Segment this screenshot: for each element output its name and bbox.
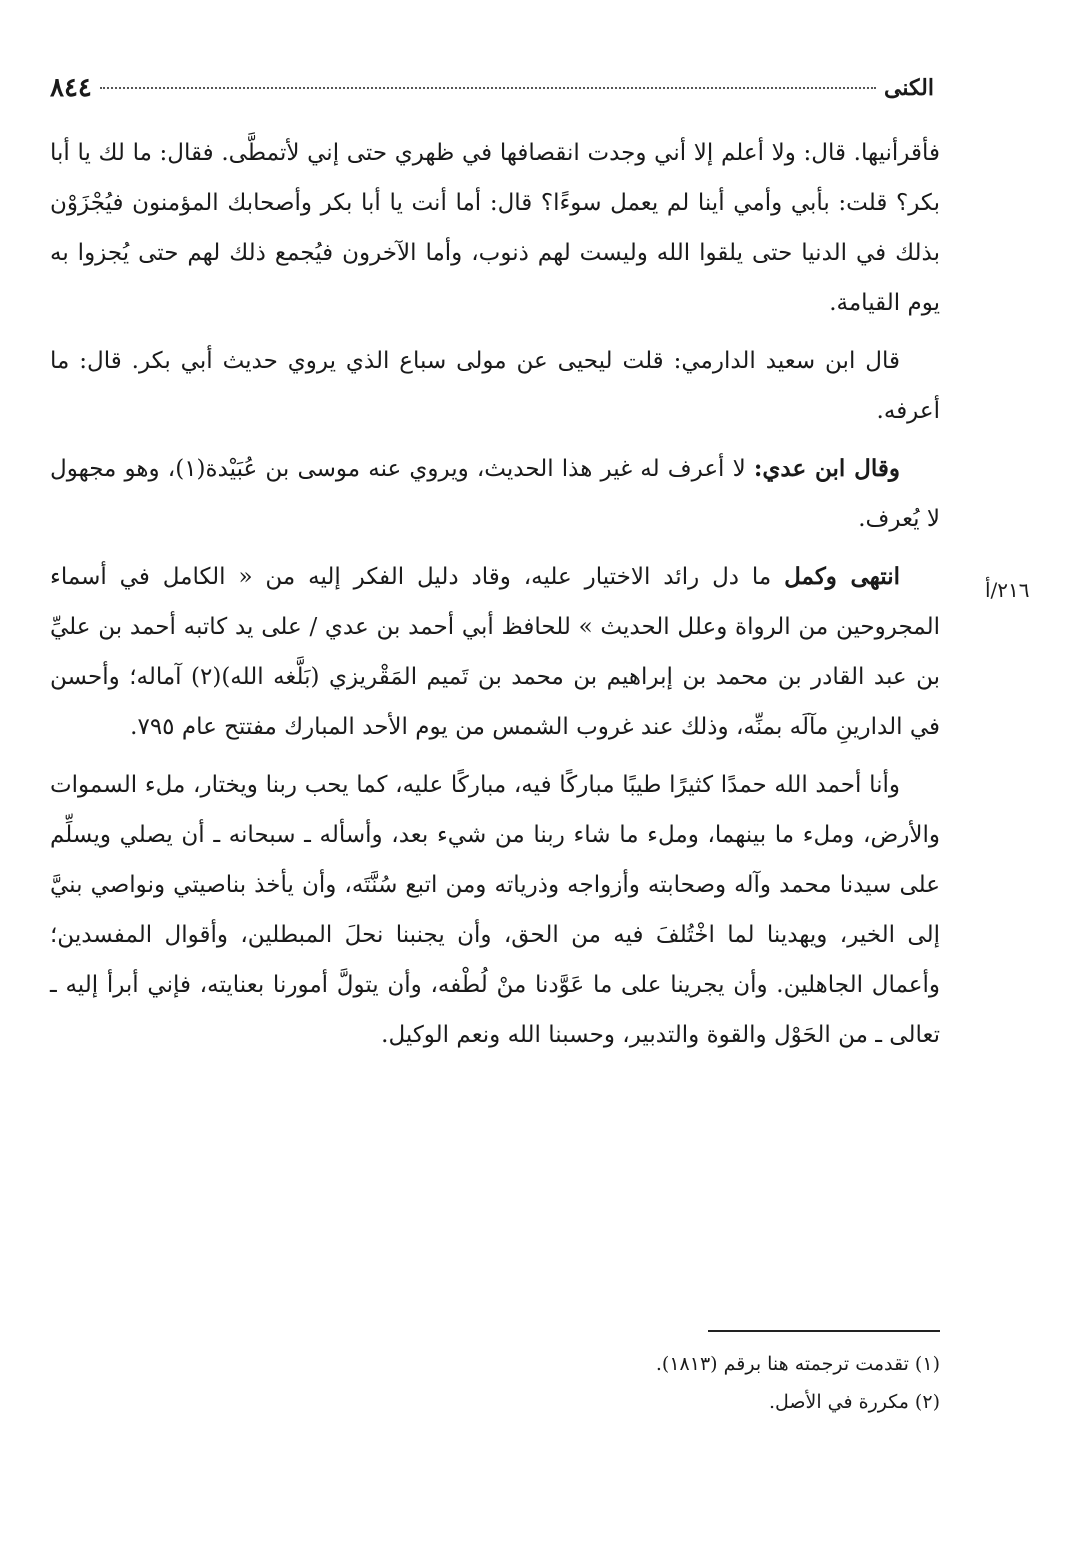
footnote: (١) تقدمت ترجمته هنا برقم (١٨١٣). xyxy=(655,1353,940,1375)
footnote-separator xyxy=(708,1330,940,1332)
page-number: ٨٤٤ xyxy=(50,73,92,103)
paragraph-lead: انتهى وكمل xyxy=(784,563,900,590)
paragraph-text: ما دل رائد الاختيار عليه، وقاد دليل الفكر إليه من « الكامل في أسماء المجروحين من الرواة وعلل الحديث » للحافظ أبي أحمد بن عدي / على يد كاتبه أحمد بن عليِّ بن عبد القادر بن محمد بن إبراهيم بن محمد بن تَميم المَقْريزي (بَلَّغه الله)(٢) آماله؛ وأحسن في الدارينِ مآلَه بمنِّه، وذلك عند غروب الشمس من يوم الأحد المبارك مفتتح عام ٧٩٥. xyxy=(50,564,940,740)
running-title: الكنى xyxy=(884,75,934,101)
paragraph-text: وأنا أحمد الله حمدًا كثيرًا طيبًا مباركًا فيه، مباركًا عليه، كما يحب ربنا ويختار، ملء السموات والأرض، وملء ما بينهما، وملء ما شاء ربنا من شيء بعد، وأسأله ـ سبحانه ـ أن يصلي ويسلِّم على سيدنا محمد وآله وصحابته وأزواجه وذرياته ومن اتبع سُنَّتَه، وأن يأخذ بناصيتي ونواصي بنيَّ إلى الخير، ويهدينا لما اخْتُلفَ فيه من الحق، وأن يجنبنا نحلَ المبطلين، وأقوال المفسدين؛ وأعمال الجاهلين. وأن يجرينا على ما عَوَّدنا منْ لُطْفه، وأن يتولَّ أمورنا بعنايته، فإني أبرأ إليه ـ تعالى ـ من الحَوْل والقوة والتدبير، وحسبنا الله ونعم الوكيل. xyxy=(50,772,940,1048)
manuscript-folio-note: ٢١٦/أ xyxy=(985,578,1030,602)
paragraph-text: لا أعرف له غير هذا الحديث، ويروي عنه موسى بن عُبَيْدة(١)، وهو مجهول لا يُعرف. xyxy=(50,456,940,532)
paragraph xyxy=(50,128,940,328)
paragraph xyxy=(50,552,940,752)
paragraph xyxy=(50,760,940,1060)
paragraph xyxy=(50,336,940,436)
paragraph-lead: وقال ابن عدي: xyxy=(753,455,900,482)
footnote: (٢) مكررة في الأصل. xyxy=(768,1391,940,1413)
header-dotted-rule xyxy=(100,87,876,89)
paragraph-text: قال ابن سعيد الدارمي: قلت ليحيى عن مولى سباع الذي يروي حديث أبي بكر. قال: ما أعرفه. xyxy=(50,348,940,424)
paragraph xyxy=(50,444,940,544)
paragraph-text: فأقرأنيها. قال: ولا أعلم إلا أني وجدت انقصافها في ظهري حتى إني لأتمطَّى. فقال: ما لك يا أبا بكر؟ قلت: بأبي وأمي أينا لم يعمل سوءًا؟ قال: أما أنت يا أبا بكر وأصحابك المؤمنون فيُجْزَوْن بذلك في الدنيا حتى يلقوا الله وليست لهم ذنوب، وأما الآخرون فيُجمع ذلك لهم حتى يُجزوا به يوم القيامة. xyxy=(50,140,940,316)
footnotes xyxy=(380,1345,940,1421)
page-header xyxy=(40,70,940,106)
main-text xyxy=(50,128,940,1068)
